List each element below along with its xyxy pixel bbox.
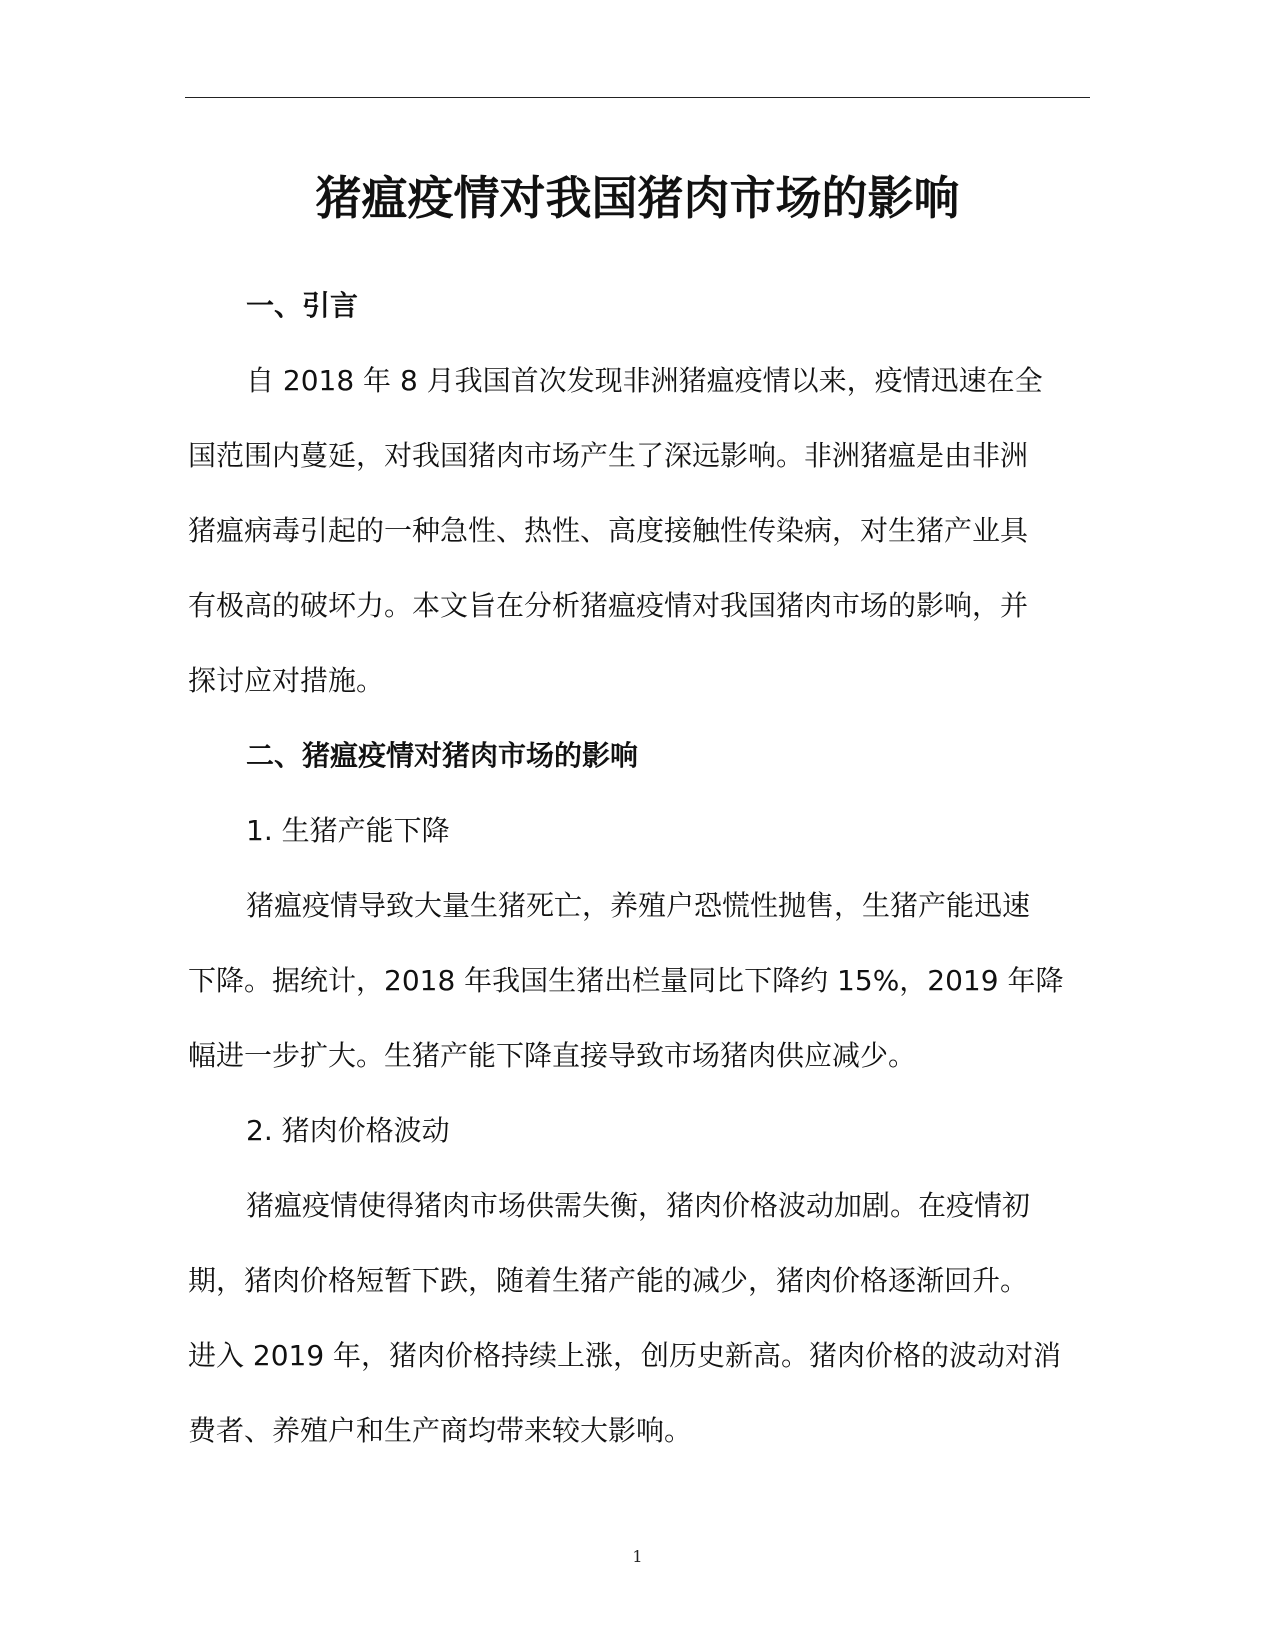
capacity-paragraph xyxy=(188,868,1093,1093)
subheading-price: 2. 猪肉价格波动 xyxy=(246,1114,450,1147)
header-rule xyxy=(185,97,1090,98)
paragraph-line: 幅进一步扩大。生猪产能下降直接导致市场猪肉供应减少。 xyxy=(188,1039,917,1072)
paragraph-line: 探讨应对措施。 xyxy=(188,664,385,697)
paragraph-line: 猪瘟病毒引起的一种急性、热性、高度接触性传染病，对生猪产业具 xyxy=(188,514,1029,547)
paragraph-line: 下降。据统计，2018 年我国生猪出栏量同比下降约 15%，2019 年降 xyxy=(188,964,1064,997)
paragraph-line: 猪瘟疫情使得猪肉市场供需失衡，猪肉价格波动加剧。在疫情初 xyxy=(246,1189,1031,1222)
paragraph-line: 费者、养殖户和生产商均带来较大影响。 xyxy=(188,1414,693,1447)
document-title: 猪瘟疫情对我国猪肉市场的影响 xyxy=(315,171,960,225)
subheading-capacity: 1. 生猪产能下降 xyxy=(246,814,450,847)
price-paragraph xyxy=(188,1168,1093,1468)
document-body xyxy=(188,268,1093,1468)
paragraph-line: 有极高的破坏力。本文旨在分析猪瘟疫情对我国猪肉市场的影响，并 xyxy=(188,589,1029,622)
paragraph-line: 进入 2019 年，猪肉价格持续上涨，创历史新高。猪肉价格的波动对消 xyxy=(188,1339,1062,1372)
intro-paragraph xyxy=(188,343,1093,718)
page-number: 1 xyxy=(632,1547,643,1566)
paragraph-line: 国范围内蔓延，对我国猪肉市场产生了深远影响。非洲猪瘟是由非洲 xyxy=(188,439,1029,472)
paragraph-line: 猪瘟疫情导致大量生猪死亡，养殖户恐慌性抛售，生猪产能迅速 xyxy=(246,889,1031,922)
section-heading-impact: 二、猪瘟疫情对猪肉市场的影响 xyxy=(246,739,639,772)
section-heading-intro: 一、引言 xyxy=(246,289,359,322)
paragraph-line: 自 2018 年 8 月我国首次发现非洲猪瘟疫情以来，疫情迅速在全 xyxy=(246,364,1043,397)
paragraph-line: 期，猪肉价格短暂下跌，随着生猪产能的减少，猪肉价格逐渐回升。 xyxy=(188,1264,1029,1297)
